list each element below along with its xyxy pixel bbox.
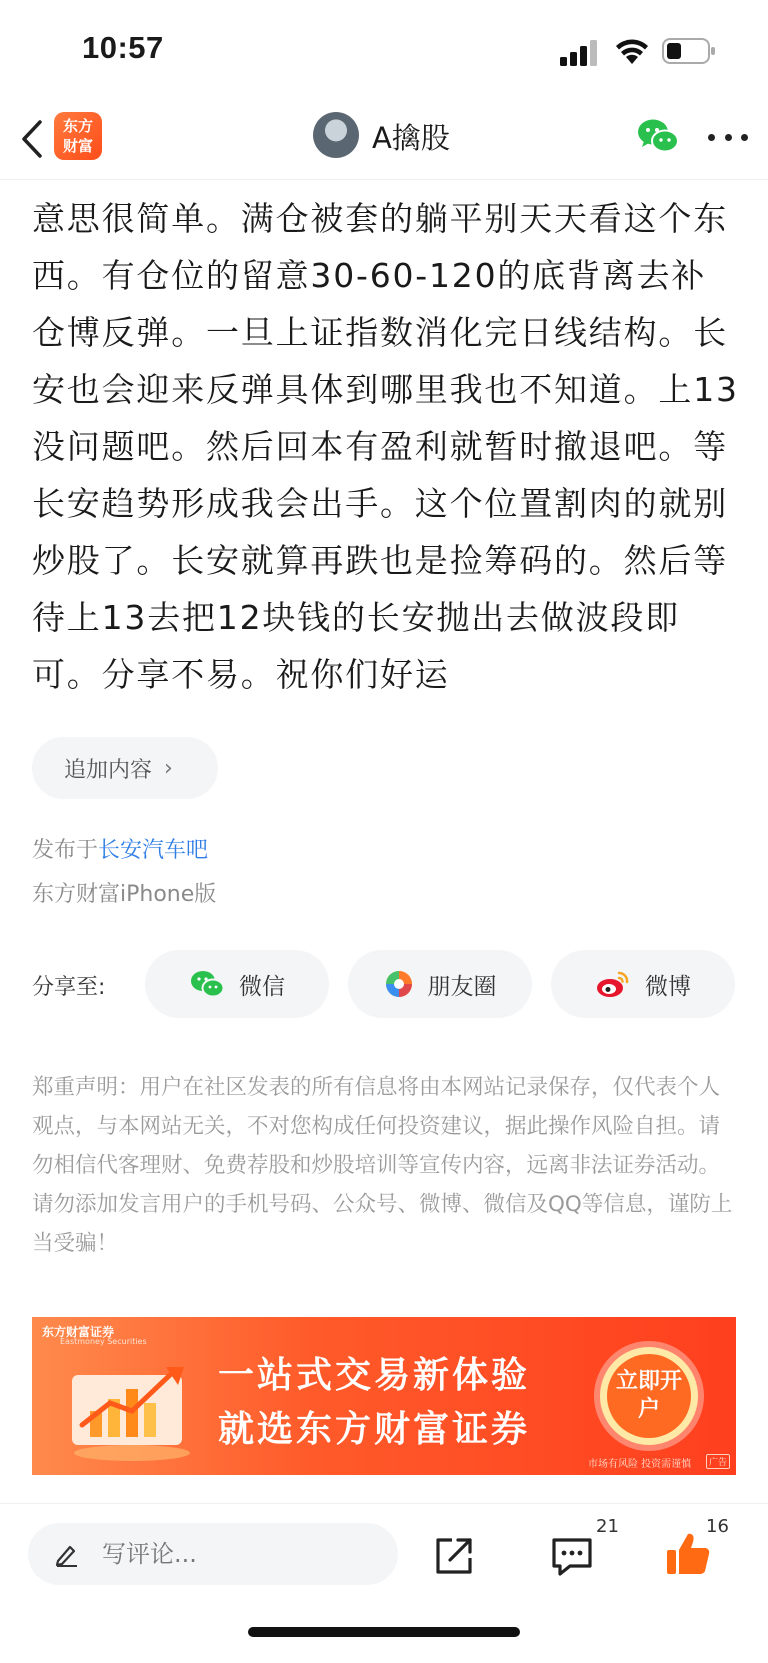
battery-icon xyxy=(662,38,716,64)
ad-open-account-button[interactable] xyxy=(600,1347,698,1445)
more-dot-icon xyxy=(725,134,732,141)
status-time: 10:57 xyxy=(82,30,164,65)
ad-headline-1: 一站式交易新体验 xyxy=(218,1355,531,1396)
share-wechat-label: 微信 xyxy=(239,973,285,1000)
avatar[interactable] xyxy=(313,112,359,158)
post-body-text: 意思很简单。满仓被套的躺平别天天看这个东西。有仓位的留意30-60-120的底背离去补仓博反弹。一旦上证指数消化完日线结构。长安也会迎来反弹具体到哪里我也不知道。上13没问题吧。然后回本有盈利就暂时撤退吧。等长安趋势形成我会出手。这个位置割肉的就别炒股了。长安就算再跌也是捡筹码的。然后等待上13去把12块钱的长安抛出去做波段即可。分享不易。祝你们好运 xyxy=(32,199,739,694)
wifi-icon xyxy=(614,36,650,66)
disclaimer-text: 郑重声明：用户在社区发表的所有信息将由本网站记录保存，仅代表个人观点，与本网站无关，不对您构成任何投资建议，据此操作风险自担。请勿相信代客理财、免费荐股和炒股培训等宣传内容，远离非法证券活动。请勿添加发言用户的手机号码、公众号、微博、微信及QQ等信息，谨防上当受骗！ xyxy=(32,1075,733,1256)
ad-headline-2: 就选东方财富证券 xyxy=(218,1409,531,1450)
add-content-button[interactable] xyxy=(32,737,218,799)
ad-risk-notice: 市场有风险 投资需谨慎 xyxy=(588,1459,692,1470)
weibo-icon xyxy=(595,969,631,999)
user-name[interactable]: A擒股 xyxy=(372,121,450,155)
share-label: 分享至: xyxy=(32,975,106,1000)
published-in xyxy=(32,833,208,864)
published-prefix: 发布于 xyxy=(32,838,99,863)
wechat-share-icon[interactable] xyxy=(636,116,680,156)
share-weibo-label: 微博 xyxy=(645,973,691,1000)
bottom-action-bar xyxy=(0,1503,768,1663)
share-moments-label: 朋友圈 xyxy=(427,973,497,1000)
cellular-signal-icon xyxy=(560,40,600,66)
comment-icon[interactable] xyxy=(548,1534,596,1578)
back-button[interactable] xyxy=(14,116,50,162)
nav-bar xyxy=(0,100,768,180)
status-bar xyxy=(0,0,768,100)
home-indicator xyxy=(248,1627,520,1637)
bar-chart-illustration-icon xyxy=(62,1353,202,1463)
device-source: 东方财富iPhone版 xyxy=(32,882,217,907)
app-logo-line1: 东方 xyxy=(62,117,93,135)
more-options-button[interactable] xyxy=(708,122,748,152)
comment-input[interactable] xyxy=(102,1540,362,1568)
comment-box[interactable] xyxy=(28,1523,398,1585)
pencil-icon xyxy=(54,1541,80,1567)
share-row xyxy=(0,950,768,1020)
chevron-right-icon: › xyxy=(164,755,173,781)
ad-banner[interactable] xyxy=(32,1317,736,1475)
ad-cta-label: 立即开户 xyxy=(607,1354,691,1438)
add-content-label: 追加内容 xyxy=(64,757,153,783)
thumbs-up-icon[interactable] xyxy=(664,1530,712,1578)
wechat-icon xyxy=(189,969,225,999)
like-count: 16 xyxy=(706,1516,729,1537)
bar-link[interactable]: 长安汽车吧 xyxy=(98,838,209,863)
comment-count: 21 xyxy=(596,1516,619,1537)
more-dot-icon xyxy=(708,134,715,141)
ad-brand-en: Eastmoney Securities xyxy=(60,1337,147,1346)
chevron-left-icon xyxy=(20,119,44,159)
moments-icon xyxy=(384,969,414,999)
app-logo[interactable] xyxy=(54,112,102,160)
ad-tag: 广告 xyxy=(706,1454,730,1469)
share-wechat-button[interactable] xyxy=(145,950,329,1018)
ad-brand: 东方财富证券 xyxy=(42,1325,115,1339)
share-moments-button[interactable] xyxy=(348,950,532,1018)
share-icon[interactable] xyxy=(430,1532,478,1580)
share-weibo-button[interactable] xyxy=(551,950,735,1018)
app-logo-line2: 财富 xyxy=(62,137,93,155)
more-dot-icon xyxy=(741,134,748,141)
